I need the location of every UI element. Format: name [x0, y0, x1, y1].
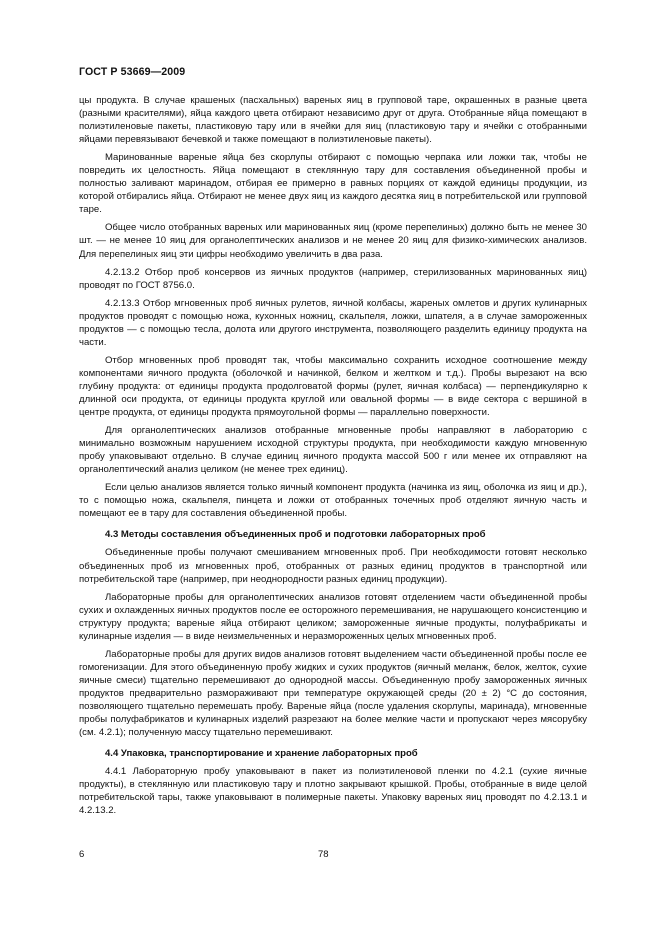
paragraph-marinated-eggs: Маринованные вареные яйца без скорлупы отбирают с помощью черпака или ложки так, чтобы не повредить их целостность. Яйца помещают в стеклянную тару для составления объединенной пробы и полностью заливают маринадом, отбирая ее примерно в равных порциях от каждой единицы продукции, из которой отбирались яйца. Отбирают не менее двух яиц из каждого десятка яиц в потребительской или групповой таре. — [79, 152, 587, 216]
section-4-4-heading: 4.4 Упаковка, транспортирование и хранение лабораторных проб — [105, 748, 418, 760]
standard-code-header: ГОСТ Р 53669—2009 — [79, 66, 186, 78]
paragraph-combined-samples: Объединенные пробы получают смешиванием мгновенных проб. При необходимости готовят несколько объединенных проб из мгновенных проб, отобранных от разных единиц продуктов в транспортной или потребительской таре (например, при неоднородности разных единиц продукции). — [79, 547, 587, 585]
section-4-3-heading: 4.3 Методы составления объединенных проб и подготовки лабораторных проб — [105, 529, 486, 541]
paragraph-egg-component: Если целью анализов является только яичный компонент продукта (начинка из яиц, оболочка из яиц и др.), то с помощью ножа, скальпеля, пинцета и ложки от отобранных точечных проб отделяют яичную часть и помещают ее в тару для составления объединенной пробы. — [79, 482, 587, 520]
paragraph-4-4-1: 4.4.1 Лабораторную пробу упаковывают в пакет из полиэтиленовой пленки по 4.2.1 (сухие яичные продукты), в стеклянную или пластиковую тару и плотно закрывают крышкой. Пробы, отобранные в виде целой потребительской тары, также упаковывают в полимерные пакеты. Упаковку вареных яиц проводят по 4.2.13.1 и 4.2.13.2. — [79, 766, 587, 817]
paragraph-4-2-13-3: 4.2.13.3 Отбор мгновенных проб яичных рулетов, яичной колбасы, жареных омлетов и других кулинарных продуктов проводят с помощью ножа, кухонных ножниц, скальпеля, ложки, шпателя, а в случае замороженных продуктов — с помощью тесла, долота или другого инструмента, позволяющего разделить единицу продукта на части. — [79, 297, 587, 348]
paragraph-lab-samples-other: Лабораторные пробы для других видов анализов готовят выделением части объединенной пробы после ее гомогенизации. Для этого объединенную пробу жидких и сухих продуктов (яичный меланж, белок, желток, сухие яичные смеси) тщательно перемешивают до однородной массы. Объединенную пробу замороженных яичных продуктов предварительно размораживают при температуре окружающей среды (20 ± 2) °С до состояния, позволяющего тщательно перемешать пробу. Вареные яйца (после удаления скорлупы, маринада), мгновенные пробы полуфабрикатов и кулинарных изделий разрезают на более мелкие части и пропускают через мясорубку (см. 4.2.1); полученную массу тщательно перемешивают. — [79, 648, 587, 739]
paragraph-total-eggs: Общее число отобранных вареных или маринованных яиц (кроме перепелиных) должно быть не менее 30 шт. — не менее 10 яиц для органолептических анализов и не менее 20 яиц для физико-химических анализов. Для перепелиных яиц эти цифры необходимо увеличить в два раза. — [79, 222, 587, 260]
sheet-number: 78 — [318, 849, 329, 860]
page-number: 6 — [79, 849, 85, 860]
paragraph-4-2-13-2: 4.2.13.2 Отбор проб консервов из яичных продуктов (например, стерилизованных маринованных яиц) проводят по ГОСТ 8756.0. — [79, 266, 587, 291]
paragraph-lab-samples-organoleptic: Лабораторные пробы для органолептических анализов готовят отделением части объединенной пробы сухих и охлажденных яичных продуктов после ее осторожного перемешивания, не нарушающего консистенцию и структуру продукта; вареные яйца отбирают целиком; замороженные яичные продукты, полуфабрикаты и кулинарные изделия — в виде неизмельченных и неразмороженных целых мгновенных проб. — [79, 591, 587, 642]
paragraph-instant-samples: Отбор мгновенных проб проводят так, чтобы максимально сохранить исходное соотношение между компонентами яичного продукта (оболочкой и начинкой, белком и желтком и т.д.). Пробы вырезают на всю глубину продукта: от единицы продукта продолговатой формы (рулет, яичная колбаса) — перпендикулярно к длинной оси продукта, от единицы продукта круглой или овальной формы — в виде сектора с вершиной в центре продукта, от единицы продукта прямоугольной формы — параллельно поверхности. — [79, 354, 587, 419]
page-body — [79, 94, 587, 822]
paragraph-organoleptic: Для органолептических анализов отобранные мгновенные пробы направляют в лабораторию с минимально возможным нарушением исходной структуры продукта, при необходимости каждую мгновенную пробу упаковывают отдельно. В случае единиц яичного продукта массой 500 г или менее их отправляют на органолептический анализ целиком (не менее трех единиц). — [79, 425, 587, 476]
paragraph-continuation: цы продукта. В случае крашеных (пасхальных) вареных яиц в групповой таре, окрашенных в разные цвета (разными красителями), яйца каждого цвета отбирают независимо друг от друга. Отобранные яйца помещают в полиэтиленовые пакеты, пластиковую тару или в ячейки для яиц (пластиковую тару и ячейки с отобранными яйцами перевязывают бечевкой и также помещают в полиэтиленовые пакеты). — [79, 95, 587, 146]
